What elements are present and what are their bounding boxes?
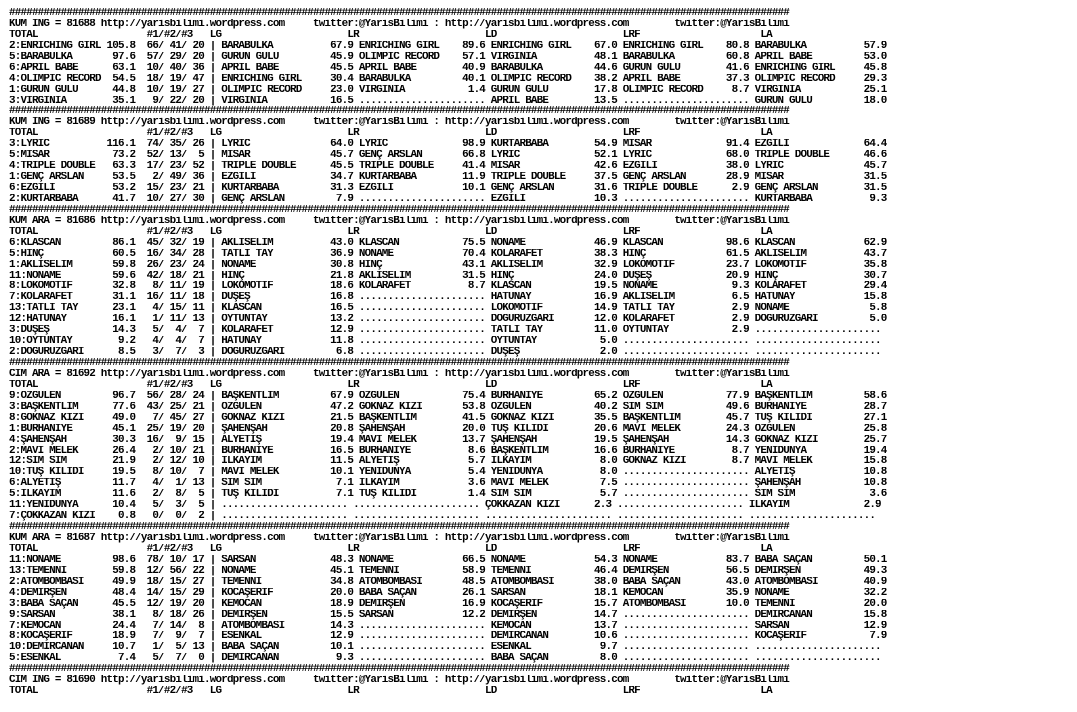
table-row: 13:TEMENNİ 59.8 12/ 56/ 22 | NONAME 45.1 TEMENNİ 58.9 TEMENNİ 46.4 DEMİRŞEN 56.5 DEMİRŞEN 49.3 (9, 565, 887, 577)
table-row: 8:KOCAŞERİF 18.9 7/ 9/ 7 | ESENKAL 12.9 ...................... DEMİRCANAN 10.6 ...................... KOCAŞERİF 7.9 (9, 631, 887, 643)
separator-line: ######################################################################################################################################## (9, 358, 790, 369)
table-row: 4:TRIPLE DOUBLE 63.3 17/ 23/ 52 | TRIPLE DOUBLE 45.5 TRIPLE DOUBLE 41.4 MISAR 42.6 EZGİLİ 38.0 LYRIC 45.7 (9, 161, 887, 173)
table-row: 2:MAVİ MELEK 26.4 2/ 10/ 21 | BURHANİYE 16.5 BURHANİYE 8.6 BAŞKENTLİM 16.6 BURHANİYE 8.7 YENİDÜNYA 19.4 (9, 445, 887, 457)
table-row: 5:BARABULKA 97.6 57/ 29/ 20 | GÜRÜN GÜLÜ 45.9 OLIMPIC RECORD 57.1 VIRGINIA 48.1 BARABULKA 60.8 APRIL BABE 53.0 (9, 51, 887, 63)
table-row: 7:KOLARAFET 31.1 16/ 11/ 18 | DÜŞEŞ 16.8 ...................... HATUNAY 16.9 AKLISELİM 6.5 HATUNAY 15.8 (9, 292, 887, 304)
table-row: 4:OLIMPIC RECORD 54.5 18/ 19/ 47 | ENRICHING GIRL 30.4 BARABULKA 40.1 OLIMPIC RECORD 38.2 APRIL BABE 37.3 OLIMPIC RECORD 29.3 (9, 73, 887, 85)
table-row: 13:TATLI TAY 23.1 4/ 15/ 11 | KLASCAN 16.5 ...................... LOKOMOTİF 14.9 TATLI TAY 2.9 NONAME 5.8 (9, 303, 887, 315)
table-row: 2:DOĞURÜZGARI 8.5 3/ 7/ 3 | DOĞURÜZGARI 6.8 ...................... DÜŞEŞ 2.0 ...................... ...................... (9, 347, 881, 358)
race-header: CIM ING = 81690 http://yarisbilimi.wordpress.com twitter:@YarisBilimi : http://yarisbilimi.wordpress.com twitter:@YarisBilimi (9, 675, 790, 687)
separator-line: ######################################################################################################################################## (9, 664, 790, 676)
table-row: 7:ÇOKKAZAN KIZI 0.8 0/ 0/ 2 | ...................... ...................... ...................... ...................... ...................... (9, 511, 876, 523)
column-headers: TOTAL #1/#2/#3 LG LR LD LRF LA (9, 128, 772, 140)
race-statistics-document (9, 8, 1073, 697)
separator-line: ######################################################################################################################################## (9, 106, 790, 118)
table-row: 5:ESENKAL 7.4 5/ 7/ 0 | DEMİRCANAN 9.3 ...................... BABA SAÇAN 8.0 ...................... ...................... (9, 653, 881, 665)
table-row: 9:SARSAN 38.1 8/ 18/ 26 | DEMİRŞEN 15.5 SARSAN 12.2 DEMİRŞEN 14.7 ...................... DEMİRCANAN 15.8 (9, 609, 887, 621)
table-row: 5:MISAR 73.2 52/ 13/ 5 | MISAR 45.7 GENÇ ARSLAN 66.8 LYRIC 52.1 LYRIC 68.0 TRIPLE DOUBLE 46.6 (9, 150, 887, 162)
column-headers: TOTAL #1/#2/#3 LG LR LD LRF LA (9, 29, 772, 41)
table-row: 3:VIRGINIA 35.1 9/ 22/ 20 | VIRGINIA 16.5 ...................... APRIL BABE 13.5 ...................... GÜRÜN GÜLÜ 18.0 (9, 95, 887, 107)
table-row: 6:ALYETİŞ 11.7 4/ 1/ 13 | SIM SIM 7.1 İLKAYIM 3.6 MAVİ MELEK 7.5 ...................... ŞAHENŞAH 10.8 (9, 478, 887, 490)
column-headers: TOTAL #1/#2/#3 LG LR LD LRF LA (9, 226, 772, 238)
table-row: 9:ÖZGÜLEN 96.7 56/ 28/ 24 | BAŞKENTLİM 67.9 ÖZGÜLEN 75.4 BURHANİYE 65.2 ÖZGÜLEN 77.9 BAŞKENTLİM 58.6 (9, 390, 887, 402)
table-row: 1:GENÇ ARSLAN 53.5 2/ 49/ 36 | EZGİLİ 34.7 KURTARBABA 11.9 TRIPLE DOUBLE 37.5 GENÇ ARSLAN 28.9 MISAR 31.5 (9, 172, 887, 183)
table-row: 2:ATOMBOMBASI 49.9 18/ 15/ 27 | TEMENNİ 34.8 ATOMBOMBASI 48.5 ATOMBOMBASI 38.0 BABA SAÇAN 43.0 ATOMBOMBASI 40.9 (9, 576, 887, 588)
table-row: 1:GÜRÜN GÜLÜ 44.8 10/ 19/ 27 | OLIMPIC RECORD 23.0 VIRGINIA 1.4 GÜRÜN GÜLÜ 17.8 OLIMPIC RECORD 8.7 VIRGINIA 25.1 (9, 84, 887, 96)
table-row: 2:ENRICHING GIRL 105.8 66/ 41/ 20 | BARABULKA 67.9 ENRICHING GIRL 89.6 ENRICHING GIRL 67.0 ENRICHING GIRL 80.8 BARABULKA 57.9 (9, 40, 887, 52)
table-row: 8:GÖKNAZ KIZI 49.0 7/ 45/ 27 | GÖKNAZ KIZI 21.5 BAŞKENTLİM 41.5 GÖKNAZ KIZI 35.5 BAŞKENTLİM 45.7 TUŞ KİLİDİ 27.1 (9, 412, 887, 424)
table-row: 3:BABA SAÇAN 45.5 12/ 19/ 20 | KEMOCAN 18.9 DEMİRŞEN 16.9 KOCAŞERİF 15.7 ATOMBOMBASI 10.0 TEMENNİ 20.0 (9, 598, 887, 610)
table-row: 1:BURHANİYE 45.1 25/ 19/ 20 | ŞAHENŞAH 20.8 ŞAHENŞAH 20.0 TUŞ KİLİDİ 20.6 MAVİ MELEK 24.3 ÖZGÜLEN 25.8 (9, 423, 887, 435)
table-row: 5:İLKAYIM 11.6 2/ 8/ 5 | TUŞ KİLİDİ 7.1 TUŞ KİLİDİ 1.4 SIM SIM 5.7 ...................... SIM SIM 3.6 (9, 489, 887, 501)
table-row: 4:DEMİRŞEN 48.4 14/ 15/ 29 | KOCAŞERİF 20.0 BABA SAÇAN 26.1 SARSAN 18.1 KEMOCAN 35.9 NONAME 32.2 (9, 587, 887, 599)
race-header: KUM ARA = 81686 http://yarisbilimi.wordpress.com twitter:@YarisBilimi : http://yarisbilimi.wordpress.com twitter:@YarisBilimi (9, 215, 790, 227)
table-row: 4:ŞAHENŞAH 30.3 16/ 9/ 15 | ALYETİŞ 19.4 MAVİ MELEK 13.7 ŞAHENŞAH 19.5 ŞAHENŞAH 14.3 GÖKNAZ KIZI 25.7 (9, 434, 887, 446)
table-row: 12:SIM SIM 21.9 2/ 12/ 10 | İLKAYIM 11.5 ALYETİŞ 5.7 İLKAYIM 8.0 GÖKNAZ KIZI 8.7 MAVİ MELEK 15.8 (9, 456, 887, 468)
race-header: KUM ING = 81689 http://yarisbilimi.wordpress.com twitter:@YarisBilimi : http://yarisbilimi.wordpress.com twitter:@YarisBilimi (9, 117, 790, 129)
column-headers: TOTAL #1/#2/#3 LG LR LD LRF LA (9, 543, 772, 555)
table-row: 10:TUŞ KİLİDİ 19.5 8/ 10/ 7 | MAVİ MELEK 10.1 YENİDÜNYA 5.4 YENİDÜNYA 8.0 ...................... ALYETİŞ 10.8 (9, 467, 887, 479)
table-row: 3:BAŞKENTLİM 77.6 43/ 25/ 21 | ÖZGÜLEN 47.2 GÖKNAZ KIZI 53.8 ÖZGÜLEN 40.2 SIM SIM 49.6 BURHANİYE 28.7 (9, 401, 887, 413)
table-row: 11:NONAME 59.6 42/ 18/ 21 | HINÇ 21.8 AKLISELİM 31.5 HINÇ 24.0 DÜŞEŞ 20.9 HINÇ 30.7 (9, 270, 887, 282)
race-header: KUM ING = 81688 http://yarisbilimi.wordpress.com twitter:@YarisBilimi : http://yarisbilimi.wordpress.com twitter:@YarisBilimi (9, 18, 790, 30)
table-row: 2:KURTARBABA 41.7 10/ 27/ 30 | GENÇ ARSLAN 7.9 ...................... EZGİLİ 10.3 ...................... KURTARBABA 9.3 (9, 193, 887, 205)
race-header: CIM ARA = 81692 http://yarisbilimi.wordpress.com twitter:@YarisBilimi : http://yarisbilimi.wordpress.com twitter:@YarisBilimi (9, 368, 790, 380)
table-row: 6:KLASCAN 86.1 45/ 32/ 19 | AKLISELİM 43.0 KLASCAN 75.5 NONAME 46.9 KLASCAN 98.6 KLASCAN 62.9 (9, 237, 887, 249)
separator-line: ######################################################################################################################################## (9, 8, 790, 19)
table-row: 5:HINÇ 60.5 16/ 34/ 28 | TATLI TAY 36.9 NONAME 70.4 KOLARAFET 38.3 HINÇ 61.5 AKLISELİM 43.7 (9, 248, 887, 260)
table-row: 12:HATUNAY 16.1 1/ 11/ 13 | OYTUNTAY 13.2 ...................... DOĞURÜZGARI 12.0 KOLARAFET 2.9 DOĞURÜZGARI 5.0 (9, 314, 887, 326)
table-row: 1:AKLISELİM 59.8 26/ 23/ 24 | NONAME 30.8 HINÇ 43.1 AKLISELİM 32.9 LOKOMOTİF 23.7 LOKOMOTİF 35.8 (9, 259, 887, 271)
table-row: 11:NONAME 98.6 78/ 10/ 17 | SARSAN 48.3 NONAME 66.5 NONAME 54.3 NONAME 83.7 BABA SAÇAN 50.1 (9, 554, 887, 566)
separator-line: ######################################################################################################################################## (9, 204, 790, 216)
column-headers: TOTAL #1/#2/#3 LG LR LD LRF LA (9, 686, 772, 698)
table-row: 6:EZGİLİ 53.2 15/ 23/ 21 | KURTARBABA 31.3 EZGİLİ 10.1 GENÇ ARSLAN 31.6 TRIPLE DOUBLE 2.9 GENÇ ARSLAN 31.5 (9, 183, 887, 194)
table-row: 3:DÜŞEŞ 14.3 5/ 4/ 7 | KOLARAFET 12.9 ...................... TATLI TAY 11.0 OYTUNTAY 2.9 ...................... (9, 325, 881, 337)
table-row: 11:YENİDÜNYA 10.4 5/ 3/ 5 | ...................... ...................... ÇOKKAZAN KIZI 2.3 ...................... İLKAYIM 2.9 (9, 500, 881, 512)
race-header: KUM ARA = 81687 http://yarisbilimi.wordpress.com twitter:@YarisBilimi : http://yarisbilimi.wordpress.com twitter:@YarisBilimi (9, 533, 790, 544)
table-row: 10:DEMİRCANAN 10.7 1/ 5/ 13 | BABA SAÇAN 10.1 ...................... ESENKAL 9.7 ...................... ...................... (9, 642, 881, 654)
table-row: 7:KEMOCAN 24.4 7/ 14/ 8 | ATOMBOMBASI 14.3 ...................... KEMOCAN 13.7 ...................... SARSAN 12.9 (9, 620, 887, 632)
table-row: 10:OYTUNTAY 9.2 4/ 4/ 7 | HATUNAY 11.8 ...................... OYTUNTAY 5.0 ...................... ...................... (9, 336, 881, 348)
separator-line: ######################################################################################################################################## (9, 522, 790, 533)
column-headers: TOTAL #1/#2/#3 LG LR LD LRF LA (9, 379, 772, 391)
table-row: 3:LYRIC 116.1 74/ 35/ 26 | LYRIC 64.0 LYRIC 98.9 KURTARBABA 54.9 MISAR 91.4 EZGİLİ 64.4 (9, 139, 887, 151)
table-row: 8:LOKOMOTİF 32.8 8/ 11/ 19 | LOKOMOTİF 18.6 KOLARAFET 8.7 KLASCAN 19.5 NONAME 9.3 KOLARAFET 29.4 (9, 281, 887, 293)
table-row: 6:APRIL BABE 63.1 10/ 40/ 36 | APRIL BABE 45.5 APRIL BABE 40.9 BARABULKA 44.6 GÜRÜN GÜLÜ 41.6 ENRICHING GIRL 45.8 (9, 62, 887, 74)
